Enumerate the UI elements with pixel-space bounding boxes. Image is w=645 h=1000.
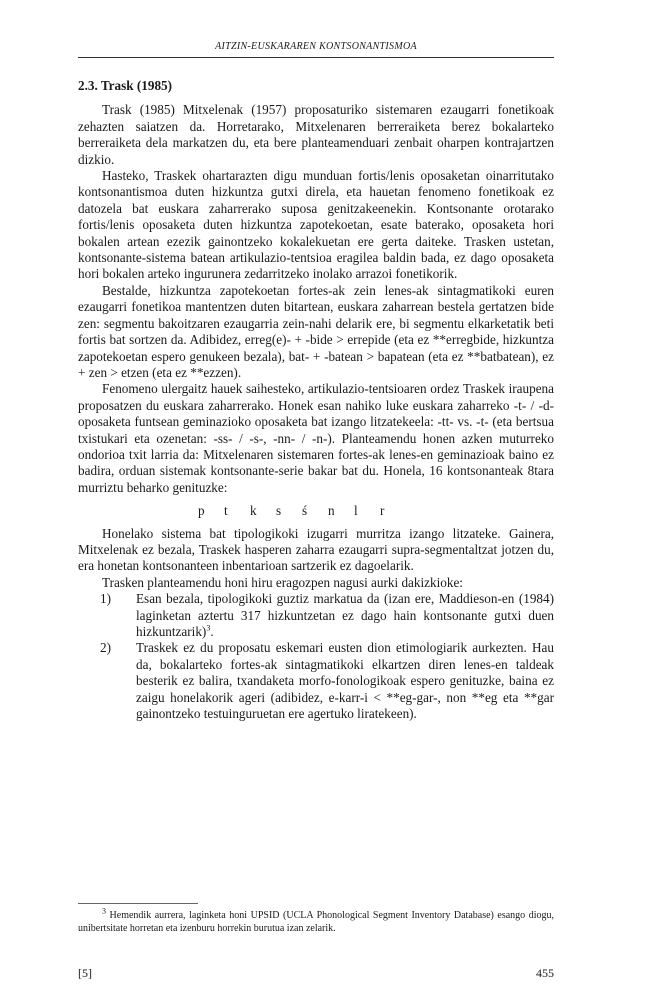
consonant: l xyxy=(354,503,358,519)
consonant: t xyxy=(224,503,228,519)
footnote xyxy=(78,906,554,935)
paragraph-4: Fenomeno ulergaitz hauek saihesteko, artikulazio-tentsioaren ordez Traskek iraupena proposatzen du euskara zaharrerako. Honek esan nahiko luke euskara zaharreko -t- / -d- oposaketa funtsean geminazioko oposaketa bat izango litzatekeela: -tt- vs. -t- (eta bertsua txistukari eta ozenetan: -ss- / -s-, -nn- / -n-). Planteamendu honen azken muturreko ondorioa txit larria da: Mitxelenaren sistemaren fortes-ak lenes-en geminazioak baino ez badira, orduan sistemak kontsonante-serie bakar bat du. Honela, 16 kontsonanteak 8tara murriztu beharko genituzke: xyxy=(78,381,554,495)
list-item xyxy=(78,640,554,722)
consonant: p xyxy=(198,503,205,519)
paragraph-6: Trasken planteamendu honi hiru eragozpen nagusi aurki dakizkioke: xyxy=(102,574,463,590)
paragraph-3: Bestalde, hizkuntza zapotekoetan fortes-ak zein lenes-ak sintagmatikoki euren ezaugarri fonetikoa mantentzen duten bitartean, euskara zaharrean bestela gertatzen bide zen: segmentu bakoitzaren ezaugarria zein-nahi delarik ere, bi segmentu elkarketatik beti fortis bat sortzen da. Adibidez, erreg(e)- + -bide > errepide (eta ez **erregbide, hizkuntza zapotekoetan espero genukeen bezala), bat- + -batean > bapatean (eta ez **batbatean), ez + zen > etzen (eta ez **ezzen). xyxy=(78,282,554,380)
consonant-inventory xyxy=(78,503,554,519)
list-item-text: Traskek ez du proposatu eskemari eusten dion etimologiarik aurkezten. Hau da, bokalarteko fortes-ak sintagmatikoki elkartzen diren lenes-en taldeak besterik ez balira, txandaketa morfo-fonologikoak espero genituzke, baina ez zaigu honelakorik ageri (adibidez, e-karr-i < **eg-gar-, non **eg eta **gar gainontzeko testuinguruetan ere agertuko liratekeen). xyxy=(136,640,554,722)
paragraph-5: Honelako sistema bat tipologikoki izugarri murritza izango litzateke. Gainera, Mitxelenak ez bezala, Traskek hasperen zaharra ezaugarri supra-segmentaltzat jotzen du, era honetan kontsonanteen inbentarioan sartzerik ez dagoelarik. xyxy=(78,525,554,574)
section-title: 2.3. Trask (1985) xyxy=(78,78,173,93)
page-number: 455 xyxy=(536,966,554,980)
footnote-text: Hemendik aurrera, laginketa honi UPSID (UCLA Phonological Segment Inventory Database) esango diogu, unibertsitate horretan eta izenburu horrekin burutua izan zelarik. xyxy=(78,910,554,934)
consonant: n xyxy=(328,503,335,519)
list-item-text: Esan bezala, tipologikoki guztiz markatua da (izan ere, Maddieson-en (1984) laginketan aztertu 317 hizkuntzetan ez dago hain kontsonante gutxi duen hizkuntzarik)$^3$. xyxy=(136,591,554,639)
consonant: s xyxy=(276,503,282,519)
body-text xyxy=(78,78,554,722)
page-folio-left: [5] xyxy=(78,966,92,980)
consonant: k xyxy=(250,503,257,519)
running-head: AITZIN-EUSKARAREN KONTSONANTISMOA xyxy=(215,41,417,52)
list-item xyxy=(78,591,554,640)
consonant: r xyxy=(380,503,385,519)
consonant: ś xyxy=(302,503,308,519)
footnote-marker[interactable]: 3 xyxy=(206,623,211,633)
footnote-number: 3 xyxy=(102,906,106,916)
list-item-number: 1) xyxy=(100,591,111,607)
paragraph-1: Trask (1985) Mitxelenak (1957) proposaturiko sistemaren ezaugarri fonetikoak zehazten saiatzen da. Horretarako, Mitxelenaren berreraiketa berez bokalarteko berreraiketa dela markatzen du, eta bere planteamenduari zenbait oharpen kontrajartzen dizkio. xyxy=(78,102,554,167)
list-item-number: 2) xyxy=(100,640,111,656)
paragraph-2: Hasteko, Traskek ohartarazten digu munduan fortis/lenis oposaketan oinarritutako kontsonantismoa duten hizkuntza gutxi direla, eta hauetan fenomeno fonetikoak ez datozela bat euskara zaharrerako suposa genitzakeenekin. Kontsonante orotarako fortis/lenis oposaketa duten hizkuntza zapotekoetan, esate baterako, oposaketa hori bokalen artean ezezik gainontzeko kokalekuetan ere gerta daiteke. Trasken ustetan, kontsonante-sistema batean artikulazio-tentsioa eragilea baldin bada, ez dago oposaketa hori bokalen arteko ingurunera zedarritzeko inolako arrazoi fonetikorik. xyxy=(78,168,554,282)
header-rule xyxy=(78,57,554,58)
footnote-rule xyxy=(78,903,198,904)
objections-list xyxy=(78,591,554,722)
